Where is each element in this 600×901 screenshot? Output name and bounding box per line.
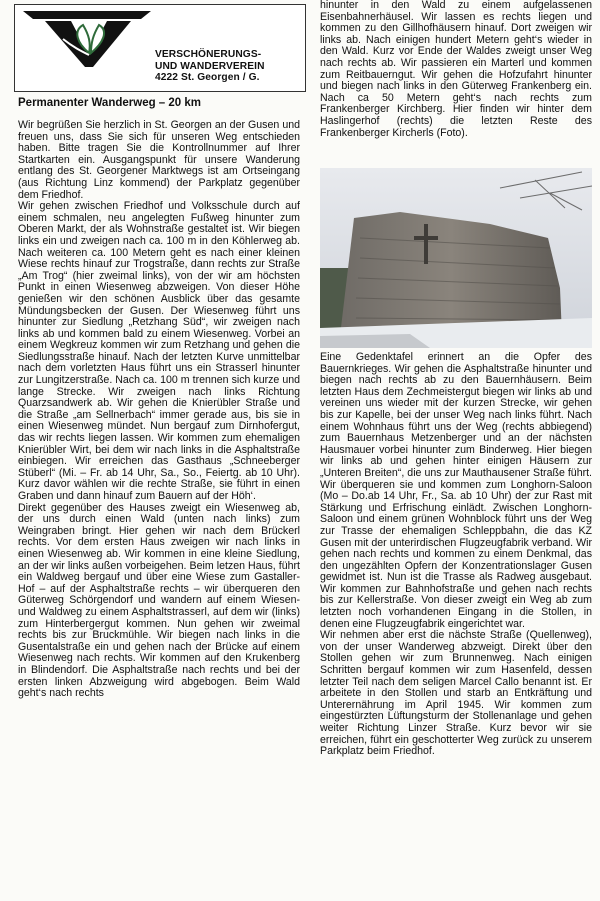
paragraph: Wir gehen zwischen Friedhof und Volksschule durch auf einem schmalen, neu angelegten Fußweg hinunter zum Oberen Markt, der als Wohnstraße gestaltet ist. Wir biegen links ein und zweigen nach ca. 100 m in den Köhlerweg ab. Nach weiteren ca. 100 Metern geht es nach einer kleinen Wiese rechts hinauf zur Trogstraße, dann rechts zur Straße „Am Trog“ (hier zweimal links), von der wir am höchsten Punkt in einen Wiesenweg abzweigen. Von dieser Höhe genießen wir den schönen Ausblick über das gesamte Mündungsbecken der Gusen. Der Wiesenweg führt uns hinunter zur Siedlung „Retzhang Süd“, wir zweigen nach links ab und kommen bald zu einem Wiesenweg. Vorbei an einem Wegkreuz kommen wir zum Retzhang und gehen die Siedlungsstraße hinauf. Nach der letzten Kurve unmittelbar nach dem vorletzten Haus führt uns ein Strasserl hinunter zur Lungitzerstraße. Nach ca. 100 m trennen sich kurze und lange Strecke. Wir zweigen nach links Richtung Quarzsandwerk ab. Wir gehen die Knierübler Straße und die Straße „am Sellnerbach“ immer gerade aus, bis sie in einen Wiesenweg mündet. Nun bergauf zum Dirnhofergut, das wir rechts liegen lassen. Wir kommen zum ehemaligen Knierübler Wirt, bei dem wir nach links in die Asphaltstraße einbiegen. Wir erreichen das Gasthaus „Schneeberger Stüberl“ (Mi. – Fr. ab 14 Uhr, Sa., So., Feiertg. ab 10 Uhr). Kurz davor wählen wir die rechte Straße, sie führt in einen Graben und dann hinauf zum Bauern auf der Höh‘. [18,200,300,502]
paragraph: hinunter in den Wald zu einem aufgelassenen Eisenbahnerhäusel. Wir lassen es rechts liegen und kommen zu den Gillhofhäusern hinauf. Dort zweigen wir links ab. Nach einigen hundert Metern geht‘s wieder in den Wald. Kurz vor Ende der Waldes zweigt unser Weg nach rechts ab. Wir passieren ein Marterl und kommen zum Reitbauerngut. Wir gehen die Hofzufahrt hinunter und biegen nach links in den Güterweg Frankenberg ein. Nach ca 50 Metern geht‘s nach rechts zum Frankenberger Kirchberg. Hier finden wir hinter dem Haslingerhof (rechts) die letzten Reste des Frankenberger Kircherls (Foto). [320,0,592,139]
route-title: Permanenter Wanderweg – 20 km [18,97,202,109]
org-line-1: VERSCHÖNERUNGS- [155,49,262,60]
right-column-top-text [320,0,592,139]
paragraph: Wir begrüßen Sie herzlich in St. Georgen an der Gusen und freuen uns, dass Sie sich für unseren Weg entschieden haben. Bitte tragen Sie die Kontrollnummer auf Ihrer Startkarten ein. Ausgangspunkt für unsere Wanderung entlang des St. Georgener Marktwegs ist am Ortseingang (aus Richtung Linz kommend) der Parkplatz gegenüber dem Friedhof. [18,119,300,201]
paragraph: Eine Gedenktafel erinnert an die Opfer des Bauernkrieges. Wir gehen die Asphaltstraße hinunter und biegen nach rechts ab zu den Bauernhäusern. Beim letzten Haus dem Zechmeistergut biegen wir links ab und vereinen uns wieder mit der kurzen Strecke, wir gehen bis zur Kapelle, bei der unser Weg nach links führt. Nach einem Wohnhaus führt uns der Weg (rechts abbiegend) zum Bauernhaus Metzenberger und an der nächsten Hausmauer vorbei hinunter zum Binderweg. Hier biegen wir links ab und gehen hinter einigen Häusern zur „Unteren Breiten“, die uns zur Mauthausener Straße führt. Wir überqueren sie und kommen zum Longhorn-Saloon (Mo – Do.ab 14 Uhr, Fr., Sa. ab 10 Uhr) der zur Rast mit Stärkung und Erfrischung einlädt. Zwischen Longhorn-Saloon und einem grünen Wohnblock führt uns der Weg zur Trasse der ehemaligen Schleppbahn, die das KZ Gusen mit der unterirdischen Flugzeugfabrik verband. Wir gehen nach rechts und kommen zu einem Denkmal, das den ungezählten Opfern der Konzentrationslager Gusen gewidmet ist. Nun ist die Trasse als Radweg ausgebaut. Wir kommen zur Bahnhofstraße und gehen nach rechts bis zur Kellerstraße. Von dieser zweigt ein Weg ab zum letzten noch vorhandenen Eingang in die Stollen, in denen eine Flugzeugfabrik eingerichtet war. [320,351,592,630]
church-ruin-photo [320,168,592,348]
paragraph: Wir nehmen aber erst die nächste Straße (Quellenweg), von der unser Wanderweg abzweigt. Direkt über den Stollen gehen wir zum Brunnenweg. Nach einigen Schritten bergauf kommen wir zum Hasenfeld, dessen letzter Teil nach dem seligen Marcel Callo benannt ist. Er arbeitete in den Stollen und starb an Entkräftung und Unterernährung im April 1945. Wir kommen zum eingestürzten Lüftungsturm der Stollenanlage und gehen weiter Richtung Linzer Straße. Kurz bevor wir sie erreichen, führt ein geschotterter Weg zurück zu unserem Parkplatz beim Friedhof. [320,629,592,758]
left-column-text [18,120,300,700]
org-line-3: 4222 St. Georgen / G. [155,72,260,83]
club-header [14,4,306,92]
org-name [155,49,265,84]
right-column-bottom-text [320,352,592,758]
org-line-2: UND WANDERVEREIN [155,60,265,72]
verein-logo-icon [23,9,158,69]
paragraph: Direkt gegenüber des Hauses zweigt ein Wiesenweg ab, der uns durch einen Wald (unten nach links) zum Weingraben bringt. Hier gehen wir nach dem Brückerl rechts. Vor dem ersten Haus zweigen wir nach links in einen Wiesenweg ab. Wir kommen in eine kleine Siedlung, an der wir links außen vorbeigehen. Beim letzen Haus, führt ein Waldweg bergauf und über eine Wiese zum Gastaller-Hof – auf der Asphaltstraße rechts – wir überqueren den Güterweg Schörgendorf und wandern auf einem Wiesen- und Waldweg zu einem Asphaltstrasserl, auf dem wir (links) zum Hinterbergergut kommen. Nun gehen wir zweimal rechts bis zur Bruckmühle. Wir biegen nach links in die Gusentalstraße ein und gehen nach der Brücke auf einem Wiesenweg nach rechts. Wir kommen auf den Krukenberg in Blindendorf. Die Asphaltstraße nach rechts und bei der ersten linken Abzweigung wird abgebogen. Beim Wald geht‘s nach rechts [18,501,300,700]
